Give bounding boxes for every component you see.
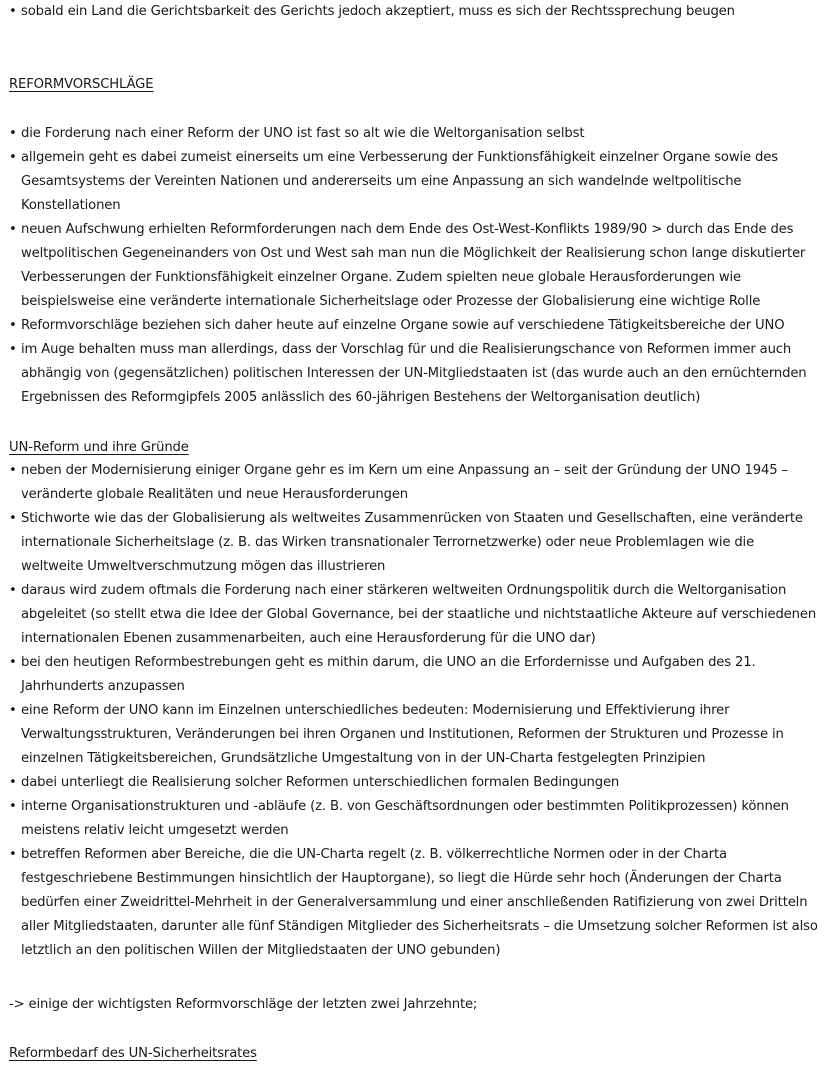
list-item: • im Auge behalten muss man allerdings, dass der Vorschlag für und die Realisierungschance von Reformen immer auch abhängig von (gegensätzlichen) politischen Interessen der UN-Mitgliedstaaten ist (das wurde auch an den ernüchternden Ergebnissen des Reformgipfels 2005 anlässlich des 60-jährigen Bestehens der Weltorganisation deutlich) bbox=[9, 338, 820, 410]
list-item: • die Forderung nach einer Reform der UNO ist fast so alt wie die Weltorganisation selbst bbox=[9, 122, 820, 146]
list-item: • neben der Modernisierung einiger Organe gehr es im Kern um eine Anpassung an – seit der Gründung der UNO 1945 – veränderte globale Realitäten und neue Herausforderungen bbox=[9, 459, 820, 507]
arrow-note: -> einige der wichtigsten Reformvorschläge der letzten zwei Jahrzehnte; bbox=[9, 997, 478, 1012]
list-item: • eine Reform der UNO kann im Einzelnen unterschiedliches bedeuten: Modernisierung und Effektivierung ihrer Verwaltungsstrukturen, Veränderungen bei ihren Organen und Institutionen, Reformen der Strukturen und Prozesse in einzelnen Tätigkeitsbereichen, Grundsätzliche Umgestaltung von in der UN-Charta festgelegten Prinzipien bbox=[9, 699, 820, 771]
section-heading-sicherheitsrat: Reformbedarf des UN-Sicherheitsrates bbox=[9, 1046, 257, 1061]
list-item: • betreffen Reformen aber Bereiche, die die UN-Charta regelt (z. B. völkerrechtliche Normen oder in der Charta festgeschriebene Bestimmungen hinsichtlich der Hauptorgane), so liegt die Hürde sehr hoch (Änderungen der Charta bedürfen einer Zweidrittel-Mehrheit in der Generalversammlung und einer anschließenden Ratifizierung von zwei Dritteln aller Mitgliedstaaten, darunter alle fünf Ständigen Mitglieder des Sicherheitsrats – die Umsetzung solcher Reformen ist also letztlich an den politischen Willen der Mitgliedstaaten der UNO gebunden) bbox=[9, 843, 820, 963]
list-item: • bei den heutigen Reformbestrebungen geht es mithin darum, die UNO an die Erfordernisse und Aufgaben des 21. Jahrhunderts anzupassen bbox=[9, 651, 820, 699]
intro-list bbox=[9, 0, 820, 24]
section-heading-un-reform-gruende: UN-Reform und ihre Gründe bbox=[9, 440, 189, 455]
list-item: • Reformvorschläge beziehen sich daher heute auf einzelne Organe sowie auf verschiedene Tätigkeitsbereiche der UNO bbox=[9, 314, 820, 338]
list-item: • interne Organisationstrukturen und -abläufe (z. B. von Geschäftsordnungen oder bestimmten Politikprozessen) können meistens relativ leicht umgesetzt werden bbox=[9, 795, 820, 843]
reasons-bullet-list bbox=[9, 459, 820, 963]
list-item: • sobald ein Land die Gerichtsbarkeit des Gerichts jedoch akzeptiert, muss es sich der Rechtssprechung beugen bbox=[9, 0, 820, 24]
list-item: • daraus wird zudem oftmals die Forderung nach einer stärkeren weltweiten Ordnungspolitik durch die Weltorganisation abgeleitet (so stellt etwa die Idee der Global Governance, bei der staatliche und nichtstaatliche Akteure auf verschiedenen internationalen Ebenen zusammenarbeiten, auch eine Herausforderung für die UNO dar) bbox=[9, 579, 820, 651]
list-item: • neuen Aufschwung erhielten Reformforderungen nach dem Ende des Ost-West-Konflikts 1989/90 > durch das Ende des weltpolitischen Gegeneinanders von Ost und West sah man nun die Möglichkeit der Realisierung schon lange diskutierter Verbesserungen der Funktionsfähigkeit einzelner Organe. Zudem spielten neue globale Herausforderungen wie beispielsweise eine veränderte internationale Sicherheitslage oder Prozesse der Globalisierung eine wichtige Rolle bbox=[9, 218, 820, 314]
list-item: • dabei unterliegt die Realisierung solcher Reformen unterschiedlichen formalen Bedingungen bbox=[9, 771, 820, 795]
list-item: • allgemein geht es dabei zumeist einerseits um eine Verbesserung der Funktionsfähigkeit einzelner Organe sowie des Gesamtsystems der Vereinten Nationen und andererseits um eine Anpassung an sich wandelnde weltpolitische Konstellationen bbox=[9, 146, 820, 218]
list-item: • Stichworte wie das der Globalisierung als weltweites Zusammenrücken von Staaten und Gesellschaften, eine veränderte internationale Sicherheitslage (z. B. das Wirken transnationaler Terrornetzwerke) oder neue Problemlagen wie die weltweite Umweltverschmutzung mögen das illustrieren bbox=[9, 507, 820, 579]
reform-bullet-list bbox=[9, 122, 820, 410]
section-heading-reformvorschlaege: REFORMVORSCHLÄGE bbox=[9, 77, 154, 92]
